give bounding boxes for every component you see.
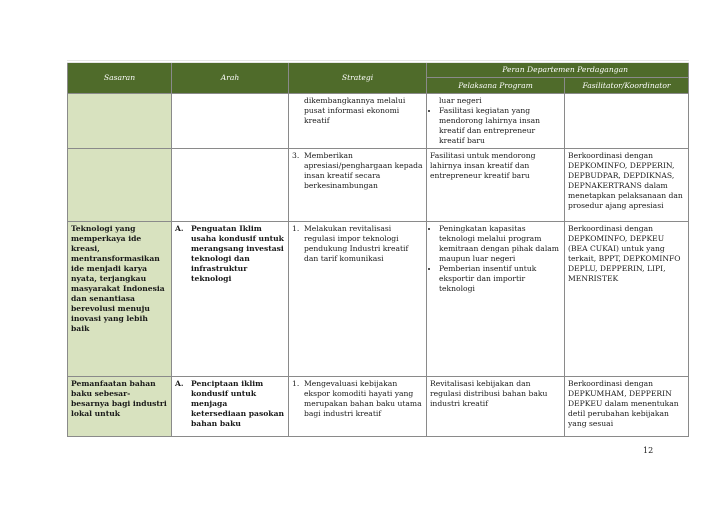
fasilitator-cell: Berkoordinasi dengan DEPKOMINFO, DEPKEU (BEA CUKAI) untuk yang terkait, BPPT, DEPKOMINFO DEPLU, DEPPERIN, LIPI, MENRISTEK: [565, 222, 689, 377]
strategi-number: 1.: [292, 224, 300, 233]
strategi-number: 1.: [292, 379, 300, 388]
page-number: 12: [643, 446, 654, 455]
arah-cell: [172, 94, 289, 149]
pelaksana-bullet: • Pemberian insentif untuk eksportir dan importir teknologi: [439, 264, 561, 294]
header-fasilitator: Fasilitator/Koordinator: [565, 78, 689, 94]
pelaksana-cell: [427, 94, 565, 149]
table-row: [68, 94, 689, 149]
header-peran: Peran Departemen Perdagangan: [427, 62, 689, 78]
strategi-text: Memberikan apresiasi/penghargaan kepada insan kreatif secara berkesinambungan: [304, 151, 423, 190]
header-pelaksana: Pelaksana Program: [427, 78, 565, 94]
pelaksana-cell: Revitalisasi kebijakan dan regulasi distribusi bahan baku industri kreatif: [427, 377, 565, 437]
sasaran-cell: [68, 149, 172, 222]
sasaran-cell: [68, 94, 172, 149]
header-arah: Arah: [172, 62, 289, 94]
fasilitator-cell: Berkoordinasi dengan DEPKUMHAM, DEPPERIN DEPKEU dalam menentukan detil perubahan kebijakan yang sesuai: [565, 377, 689, 437]
strategi-text: Melakukan revitalisasi regulasi impor teknologi pendukung Industri kreatif dan tarif komunikasi: [304, 224, 409, 263]
arah-cell: [172, 377, 289, 437]
strategi-number: 3.: [292, 151, 300, 160]
pelaksana-text: luar negeri: [439, 96, 482, 105]
sasaran-cell: Pemanfaatan bahan baku sebesar-besarnya bagi industri lokal untuk: [68, 377, 172, 437]
pelaksana-bullet: • Fasilitasi kegiatan yang mendorong lahirnya insan kreatif dan entrepreneur kreatif baru: [439, 106, 561, 146]
strategi-cell: [289, 149, 427, 222]
strategi-cell: [289, 377, 427, 437]
header-row-1: [68, 62, 689, 78]
strategy-table: [67, 60, 689, 437]
fasilitator-cell: [565, 94, 689, 149]
strategi-cell: [289, 94, 427, 149]
arah-cell: [172, 149, 289, 222]
strategi-cell: [289, 222, 427, 377]
strategi-text: dikembangkannya melalui pusat informasi ekonomi kreatif: [304, 96, 406, 125]
pelaksana-bullet: • Peningkatan kapasitas teknologi melalui program kemitraan dengan pihak dalam maupun luar negeri: [439, 224, 561, 264]
header-strategi: Strategi: [289, 62, 427, 94]
strategi-text: Mengevaluasi kebijakan ekspor komoditi hayati yang merupakan bahan baku utama bagi industri kreatif: [304, 379, 422, 418]
table-row: [68, 377, 689, 437]
header-sasaran: Sasaran: [68, 62, 172, 94]
fasilitator-cell: Berkoordinasi dengan DEPKOMINFO, DEPPERIN, DEPBUDPAR, DEPDIKNAS, DEPNAKERTRANS dalam menetapkan pelaksanaan dan prosedur ajang apresiasi: [565, 149, 689, 222]
table-row: [68, 149, 689, 222]
arah-text: Penciptaan iklim kondusif untuk menjaga ketersediaan pasokan bahan baku: [191, 379, 285, 428]
arah-cell: [172, 222, 289, 377]
arah-text: Penguatan Iklim usaha kondusif untuk merangsang investasi teknologi dan infrastruktur teknologi: [191, 224, 284, 283]
arah-number: A.: [175, 379, 184, 388]
table-row: [68, 222, 689, 377]
pelaksana-cell: Fasilitasi untuk mendorong lahirnya insan kreatif dan entrepreneur kreatif baru: [427, 149, 565, 222]
pelaksana-cell: [427, 222, 565, 377]
sasaran-cell: Teknologi yang memperkaya ide kreasi, mentransformasikan ide menjadi karya nyata, terjangkau masyarakat Indonesia dan senantiasa berevolusi menuju inovasi yang lebih baik: [68, 222, 172, 377]
arah-number: A.: [175, 224, 184, 233]
